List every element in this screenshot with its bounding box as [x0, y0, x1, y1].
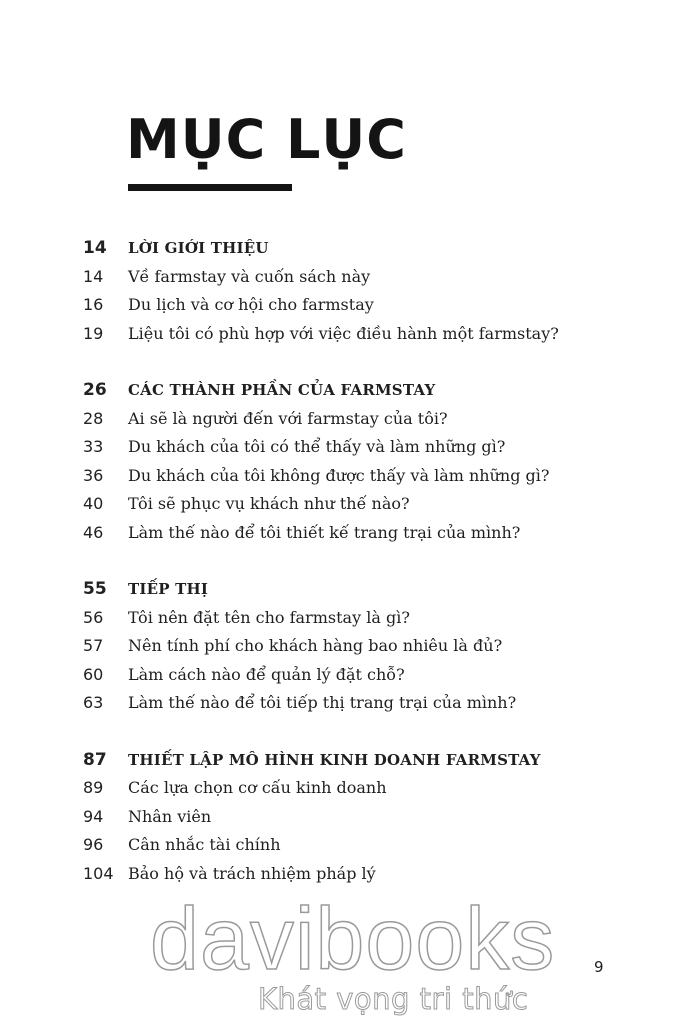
section-title: CÁC THÀNH PHẦN CỦA FARMSTAY: [128, 381, 436, 399]
entry-title: Du khách của tôi có thể thấy và làm những gì?: [128, 437, 506, 456]
toc-entry: [0, 693, 700, 722]
section-page-number: 14: [83, 238, 107, 258]
entry-page-number: 56: [83, 607, 104, 627]
toc-section-heading: [0, 579, 700, 608]
toc-entry: [0, 295, 700, 324]
toc-entry: [0, 835, 700, 864]
watermark-tagline: Khát vọng tri thức: [258, 982, 529, 1016]
entry-page-number: 28: [83, 408, 104, 428]
section-page-number: 26: [83, 380, 107, 400]
toc-section-components: [0, 380, 700, 551]
entry-page-number: 94: [83, 806, 104, 826]
title-underline: [128, 184, 292, 191]
entry-page-number: 104: [83, 863, 114, 883]
entry-title: Các lựa chọn cơ cấu kinh doanh: [128, 778, 387, 797]
entry-page-number: 16: [83, 295, 104, 314]
toc-section-heading: [0, 380, 700, 409]
section-page-number: 87: [83, 749, 107, 770]
toc-entry: [0, 608, 700, 637]
toc-entry: [0, 665, 700, 694]
toc-entry: [0, 324, 700, 353]
entry-page-number: 60: [83, 664, 104, 684]
page-number: 9: [594, 958, 604, 976]
entry-title: Bảo hộ và trách nhiệm pháp lý: [128, 863, 376, 883]
toc-section-marketing: [0, 579, 700, 722]
section-title: TIẾP THỊ: [128, 580, 209, 598]
entry-title: Làm thế nào để tôi thiết kế trang trại của mình?: [128, 522, 521, 542]
section-title: LỜI GIỚI THIỆU: [128, 239, 269, 257]
entry-page-number: 57: [83, 636, 104, 655]
toc-section-introduction: [0, 238, 700, 352]
entry-title: Tôi sẽ phục vụ khách như thế nào?: [128, 494, 410, 513]
entry-page-number: 46: [83, 522, 104, 542]
entry-title: Ai sẽ là người đến với farmstay của tôi?: [128, 408, 448, 428]
toc-section-heading: [0, 238, 700, 267]
toc-entry: [0, 409, 700, 438]
section-page-number: 55: [83, 579, 107, 599]
entry-page-number: 63: [83, 693, 104, 712]
entry-page-number: 36: [83, 465, 104, 485]
entry-title: Nên tính phí cho khách hàng bao nhiêu là đủ?: [128, 636, 503, 655]
entry-page-number: 96: [83, 835, 104, 854]
entry-page-number: 19: [83, 323, 104, 343]
toc-section-business-model: [0, 750, 700, 893]
entry-title: Cân nhắc tài chính: [128, 835, 281, 854]
entry-title: Làm cách nào để quản lý đặt chỗ?: [128, 664, 405, 684]
entry-title: Làm thế nào để tôi tiếp thị trang trại của mình?: [128, 693, 517, 712]
entry-page-number: 33: [83, 437, 104, 456]
toc-entry: [0, 494, 700, 523]
entry-page-number: 14: [83, 266, 104, 286]
toc-entry: [0, 267, 700, 296]
entry-title: Du khách của tôi không được thấy và làm những gì?: [128, 465, 550, 485]
entry-title: Liệu tôi có phù hợp với việc điều hành một farmstay?: [128, 323, 559, 343]
entry-page-number: 89: [83, 778, 104, 797]
toc-entry: [0, 636, 700, 665]
entry-title: Du lịch và cơ hội cho farmstay: [128, 295, 374, 314]
table-of-contents: [0, 238, 700, 920]
toc-entry: [0, 778, 700, 807]
toc-section-heading: [0, 750, 700, 779]
section-title: THIẾT LẬP MÔ HÌNH KINH DOANH FARMSTAY: [128, 750, 541, 769]
entry-title: Nhân viên: [128, 806, 212, 826]
toc-entry: [0, 437, 700, 466]
toc-entry: [0, 466, 700, 495]
page-title: MỤC LỤC: [126, 108, 407, 171]
watermark-logo: davibooks: [150, 889, 556, 988]
entry-title: Về farmstay và cuốn sách này: [128, 266, 371, 286]
toc-entry: [0, 807, 700, 836]
toc-entry: [0, 523, 700, 552]
entry-title: Tôi nên đặt tên cho farmstay là gì?: [128, 607, 410, 627]
entry-page-number: 40: [83, 494, 104, 513]
